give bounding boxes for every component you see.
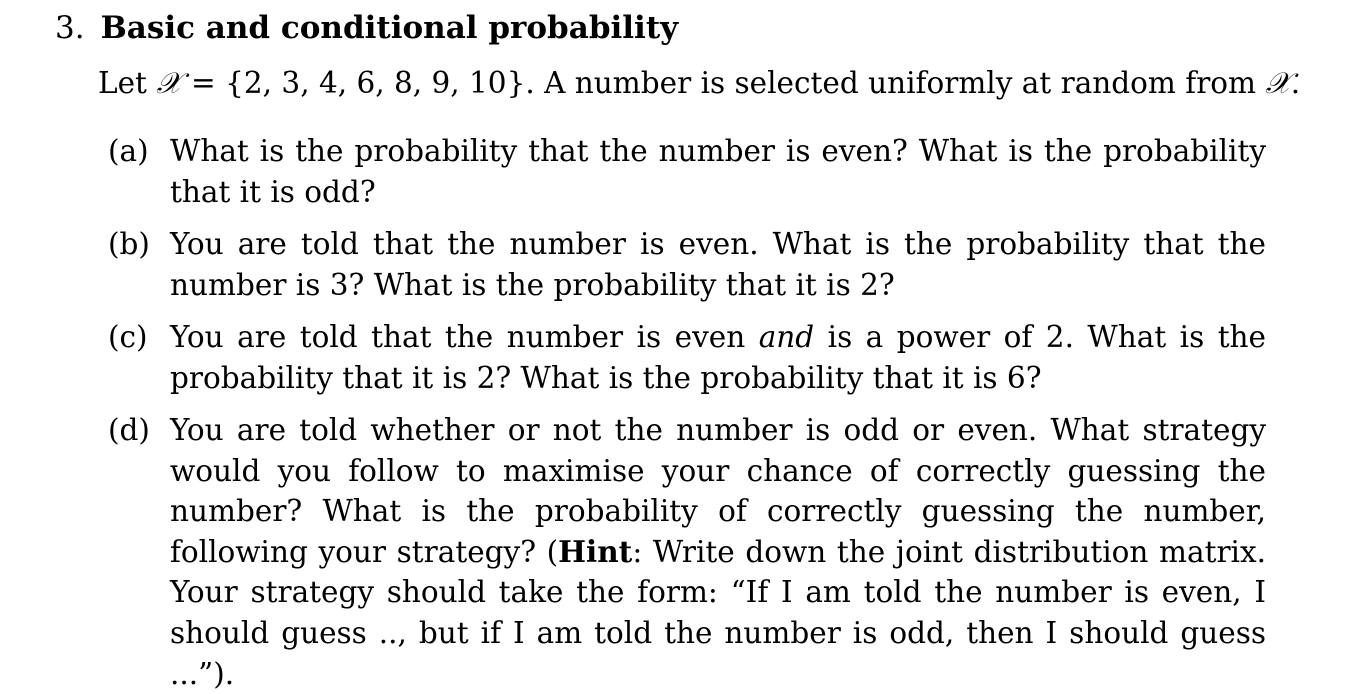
item-c-text-before: You are told that the number is even (170, 320, 759, 354)
item-d-text-before: You are told whether or not the number is odd or even. What strategy would you follow to maximise your chance of correctly guessing the number? What is the probability of correctly guessing the number, following your strategy? ( (170, 413, 1266, 569)
question-item-a (108, 131, 1266, 212)
item-label-d: (d) (108, 413, 150, 447)
question-item-d (108, 410, 1266, 694)
intro-paragraph (98, 63, 1300, 103)
item-d-text-after: : Write down the joint distribution matrix. Your strategy should take the form: “If I am told the number is even, I should guess .., but if I am told the number is odd, then I should guess ...”). (170, 534, 1266, 691)
item-text-b: You are told that the number is even. What is the probability that the number is 3? What is the probability that it is 2? (170, 227, 1266, 302)
question-item-c (108, 317, 1266, 398)
item-c-text-after: is a power of 2. What is the probability that it is 2? What is the probability that it is 6? (170, 320, 1267, 395)
question-item-b (108, 224, 1266, 305)
section-title: Basic and conditional probability (100, 10, 679, 46)
item-label-c: (c) (108, 320, 148, 354)
intro-lead: Let (98, 66, 157, 100)
item-text-c (170, 317, 1266, 398)
set-symbol-end: 𝒳 (1265, 66, 1291, 100)
intro-period: . (1290, 66, 1301, 100)
item-label-a: (a) (108, 134, 149, 168)
section-number: 3. (55, 10, 85, 46)
item-c-emphasis: and (758, 320, 815, 354)
set-symbol: 𝒳 (156, 66, 182, 100)
intro-set-definition: = {2, 3, 4, 6, 8, 9, 10}. A number is selected uniformly at random from (181, 66, 1266, 100)
item-label-b: (b) (108, 227, 150, 261)
item-text-a: What is the probability that the number is even? What is the probability that it is odd? (170, 134, 1266, 209)
section-heading (55, 8, 678, 48)
item-text-d (170, 410, 1266, 694)
hint-label: Hint (558, 533, 633, 569)
